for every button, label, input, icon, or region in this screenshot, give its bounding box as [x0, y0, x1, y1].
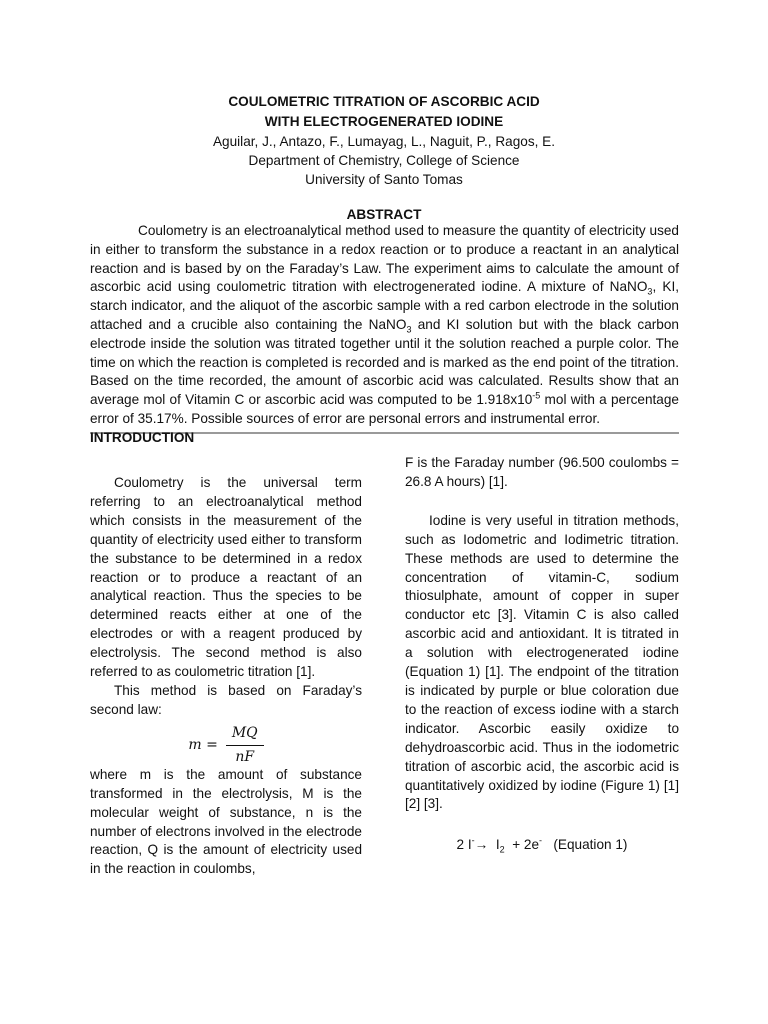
equation-1-electron-charge: - [539, 835, 543, 846]
equation-denominator: nF [235, 748, 255, 765]
equation-numerator: MQ [226, 724, 264, 746]
abstract-superscript-1: -5 [532, 390, 541, 401]
left-column [90, 428, 362, 879]
faraday-equation [90, 720, 362, 766]
right-paragraph-2: Iodine is very useful in titration methods, such as Iodometric and Iodimetric titration. These methods are used to determine the concentration of vitamin-C, sodium thiosulphate, amount of copper in super conductor etc [3]. Vitamin C is also called ascorbic acid and antioxidant. It is titrated in a solution with electrogenerated iodine (Equation 1) [1]. The endpoint of the titration is indicated by purple or blue coloration due to the reaction of excess iodine with a starch indicator. Ascorbic easily oxidize to dehydroascorbic acid. Thus in the iodometric titration of ascorbic acid, the ascorbic acid is quantitatively oxidized by iodine (Figure 1) [1] [2] [3]. [405, 512, 679, 812]
introduction-paragraph-1: Coulometry is the universal term referring to an electroanalytical method which consists in the measurement of the quantity of electricity used either to transform the substance to be determined in a redox reaction or to produce a reactant of an analytical reaction. Thus the species to be determined reacts either at one of the electrodes or with a reagent produced by electrolysis. The second method is also referred to as coulometric titration [1]. [90, 475, 362, 680]
abstract-text-1: Coulometry is an electroanalytical method used to measure the quantity of electricity used in either to transform the substance in a redox reaction or to produce a reactant in an analytical reaction and is based by on the Faraday’s Law. The experiment aims to calculate the amount of ascorbic acid using coulometric titration with electrogenerated iodine. A mixture of NaNO [90, 223, 679, 295]
equation-1-reactant: 2 I [456, 837, 472, 853]
introduction-heading: INTRODUCTION [90, 430, 195, 445]
paper-header [90, 92, 678, 189]
paper-department: Department of Chemistry, College of Science [248, 153, 520, 168]
abstract-subscript-1: 3 [647, 287, 653, 298]
equation-1-electrons: + 2e [512, 837, 540, 853]
equation-lhs: m = [188, 736, 218, 753]
abstract-text-3: and KI solution but with the black carbon electrode inside the solution was titrated together until it the solution reached a purple color. The time on which the reaction is completed is recorded and is marked as the end point of the titration. Based on the time recorded, the amount of ascorbic acid was calculated. Results show that an average mol of Vitamin C or ascorbic acid was computed to be 1.918x10 [90, 316, 679, 408]
right-column [405, 454, 679, 855]
paper-authors: Aguilar, J., Antazo, F., Lumayag, L., Naguit, P., Ragos, E. [212, 134, 556, 149]
paper-title-line-2: WITH ELECTROGENERATED IODINE [264, 114, 504, 129]
equation-1-label: (Equation 1) [553, 837, 628, 853]
introduction-paragraph-2: This method is based on Faraday’s second law: [90, 682, 362, 717]
abstract-text-4: mol with a percentage error of 35.17%. Possible sources of error are personal errors and instrumental error. [90, 392, 679, 426]
equation-1-reactant-charge: - [471, 835, 475, 846]
paper-university: University of Santo Tomas [305, 172, 463, 187]
paper-title-line-1: COULOMETRIC TITRATION OF ASCORBIC ACID [228, 94, 540, 109]
abstract-text-2: , KI, starch indicator, and the aliquot of the ascorbic sample with a red carbon electrode in the solution attached and a crucible also containing the NaNO [90, 279, 679, 332]
equation-1-product-subscript: 2 [499, 845, 505, 856]
equation-1-arrow: → [474, 837, 489, 853]
introduction-paragraph-3: where m is the amount of substance transformed in the electrolysis, M is the molecular weight of substance, n is the number of electrons involved in the electrode reaction, Q is the amount of electricity used in the reaction in coulombs, [90, 766, 362, 877]
equation-1 [405, 836, 679, 855]
abstract-subscript-2: 3 [406, 324, 412, 335]
equation-fraction [226, 724, 264, 767]
right-paragraph-1: F is the Faraday number (96.500 coulombs = 26.8 A hours) [1]. [405, 455, 679, 489]
abstract-heading: ABSTRACT [346, 207, 422, 222]
equation-1-product: I [495, 837, 500, 853]
abstract-body [90, 222, 679, 429]
